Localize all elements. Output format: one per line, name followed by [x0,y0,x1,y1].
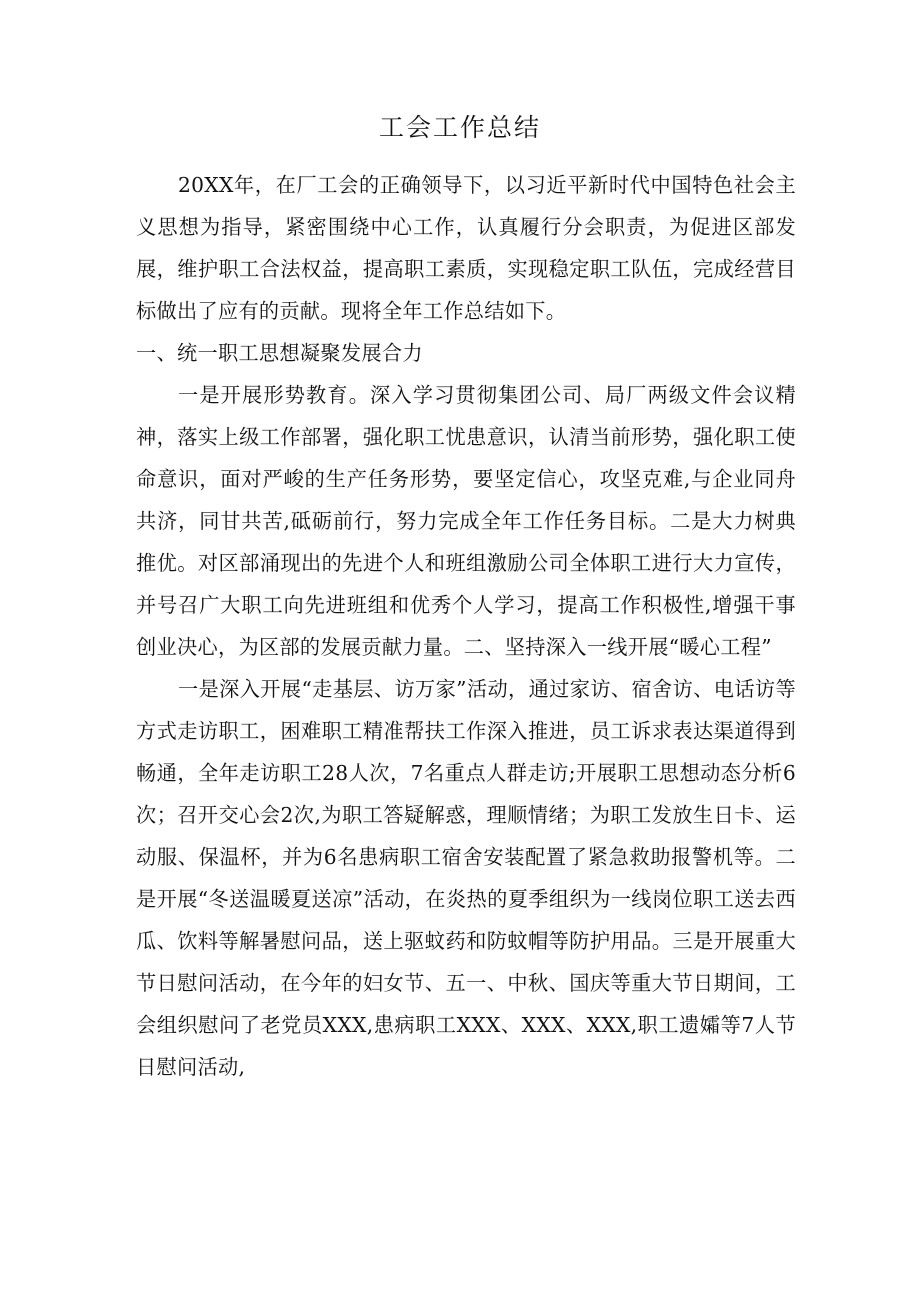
paragraph-intro: 20XX年，在厂工会的正确领导下，以习近平新时代中国特色社会主义思想为指导，紧密围绕中心工作，认真履行分会职责，为促进区部发展，维护职工合法权益，提高职工素质，实现稳定职工队伍，完成经营目标做出了应有的贡献。现将全年工作总结如下。 [136,173,796,323]
document-title: 工会工作总结 [378,113,541,142]
paragraph-section-1: 一是开展形势教育。深入学习贯彻集团公司、局厂两级文件会议精神，落实上级工作部署，强化职工忧患意识，认清当前形势，强化职工使命意识，面对严峻的生产任务形势，要坚定信心，攻坚克难,与企业同舟共济，同甘共苦,砥砺前行，努力完成全年工作任务目标。二是大力树典推优。对区部涌现出的先进个人和班组激励公司全体职工进行大力宣传，并号召广大职工向先进班组和优秀个人学习，提高工作积极性,增强干事创业决心，为区部的发展贡献力量。二、坚持深入一线开展“暖心工程” [136,383,796,659]
document-body [136,164,796,1088]
paragraph-section-2: 一是深入开展“走基层、访万家”活动，通过家访、宿舍访、电话访等方式走访职工，困难职工精准帮扶工作深入推进，员工诉求表达渠道得到畅通，全年走访职工28人次，7名重点人群走访;开展职工思想动态分析6次；召开交心会2次,为职工答疑解惑，理顺情绪；为职工发放生日卡、运动服、保温杯，并为6名患病职工宿舍安装配置了紧急救助报警机等。二是开展“冬送温暖夏送凉”活动，在炎热的夏季组织为一线岗位职工送去西瓜、饮料等解暑慰问品，送上驱蚊药和防蚊帽等防护用品。三是开展重大节日慰问活动，在今年的妇女节、五一、中秋、国庆等重大节日期间，工会组织慰问了老党员XXX,患病职工XXX、XXX、XXX,职工遗孀等7人节日慰问活动, [136,677,796,1079]
section-heading-1: 一、统一职工思想凝聚发展合力 [136,341,423,365]
